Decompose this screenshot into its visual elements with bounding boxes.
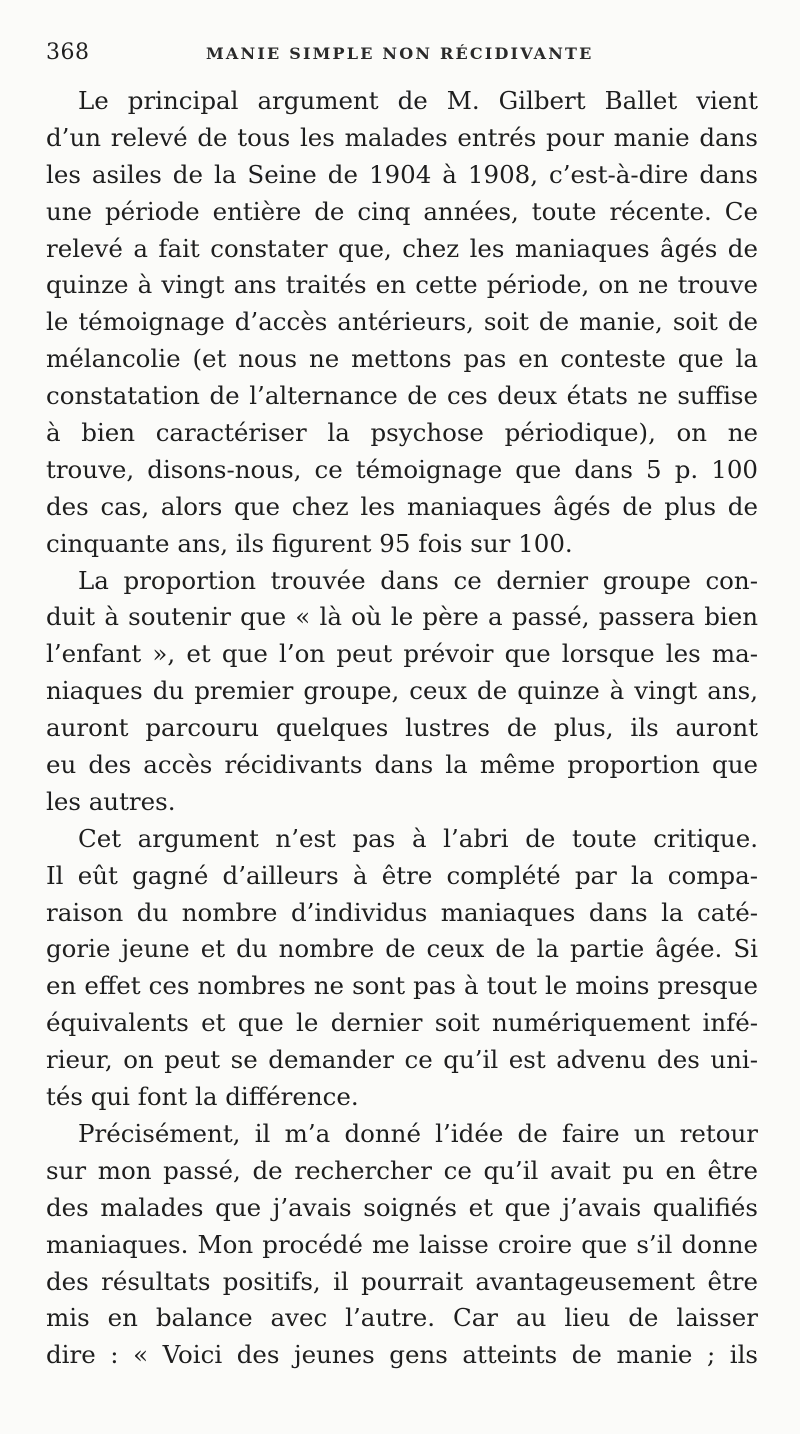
text-line: raison du nombre d’individus maniaques dans la caté- — [46, 897, 758, 927]
body-text — [46, 83, 758, 1374]
running-head — [46, 40, 754, 70]
page-number: 368 — [46, 40, 90, 65]
text-line: quinze à vingt ans traités en cette période, on ne trouve — [46, 270, 758, 300]
text-line: Précisément, il m’a donné l’idée de faire un retour — [78, 1118, 758, 1148]
text-line: cinquante ans, ils figurent 95 fois sur 100. — [46, 528, 573, 558]
text-line: des résultats positifs, il pourrait avantageusement être — [46, 1266, 758, 1296]
text-line: en effet ces nombres ne sont pas à tout le moins presque — [46, 971, 758, 1001]
text-line: constatation de l’alternance de ces deux états ne suffise — [46, 381, 758, 411]
text-line: maniaques. Mon procédé me laisse croire que s’il donne — [46, 1229, 758, 1259]
text-line: relevé a fait constater que, chez les maniaques âgés de — [46, 233, 758, 263]
text-line: d’un relevé de tous les malades entrés pour manie dans — [46, 122, 758, 152]
text-line: sur mon passé, de rechercher ce qu’il avait pu en être — [46, 1155, 758, 1185]
text-line: Il eût gagné d’ailleurs à être complété par la compa- — [46, 860, 758, 890]
text-line: eu des accès récidivants dans la même proportion que — [46, 750, 758, 780]
text-line: duit à soutenir que « là où le père a passé, passera bien — [46, 602, 758, 632]
text-line: rieur, on peut se demander ce qu’il est advenu des uni- — [46, 1045, 758, 1075]
text-line: une période entière de cinq années, toute récente. Ce — [46, 196, 758, 226]
text-line: gorie jeune et du nombre de ceux de la partie âgée. Si — [46, 934, 758, 964]
text-line: La proportion trouvée dans ce dernier groupe con- — [78, 565, 758, 595]
running-title: MANIE SIMPLE NON RÉCIDIVANTE — [206, 44, 594, 63]
text-line: tés qui font la différence. — [46, 1082, 359, 1112]
text-line: à bien caractériser la psychose périodique), on ne — [46, 418, 758, 448]
text-line: dire : « Voici des jeunes gens atteints de manie ; ils — [46, 1340, 758, 1370]
text-line: les autres. — [46, 786, 176, 816]
text-line: mélancolie (et nous ne mettons pas en conteste que la — [46, 344, 758, 374]
text-line: des malades que j’avais soignés et que j’avais qualifiés — [46, 1192, 758, 1222]
text-line: des cas, alors que chez les maniaques âgés de plus de — [46, 491, 758, 521]
text-line: l’enfant », et que l’on peut prévoir que lorsque les ma- — [46, 639, 758, 669]
text-line: trouve, disons-nous, ce témoignage que dans 5 p. 100 — [46, 454, 758, 484]
text-line: équivalents et que le dernier soit numériquement infé- — [46, 1008, 758, 1038]
text-line: Le principal argument de M. Gilbert Ballet vient — [78, 86, 758, 115]
text-line: le témoignage d’accès antérieurs, soit de manie, soit de — [46, 307, 758, 337]
text-line: mis en balance avec l’autre. Car au lieu de laisser — [46, 1303, 758, 1333]
text-line: les asiles de la Seine de 1904 à 1908, c’est-à-dire dans — [46, 159, 758, 189]
text-line: auront parcouru quelques lustres de plus, ils auront — [46, 713, 758, 743]
text-line: Cet argument n’est pas à l’abri de toute critique. — [78, 823, 758, 853]
text-line: niaques du premier groupe, ceux de quinze à vingt ans, — [46, 676, 758, 706]
